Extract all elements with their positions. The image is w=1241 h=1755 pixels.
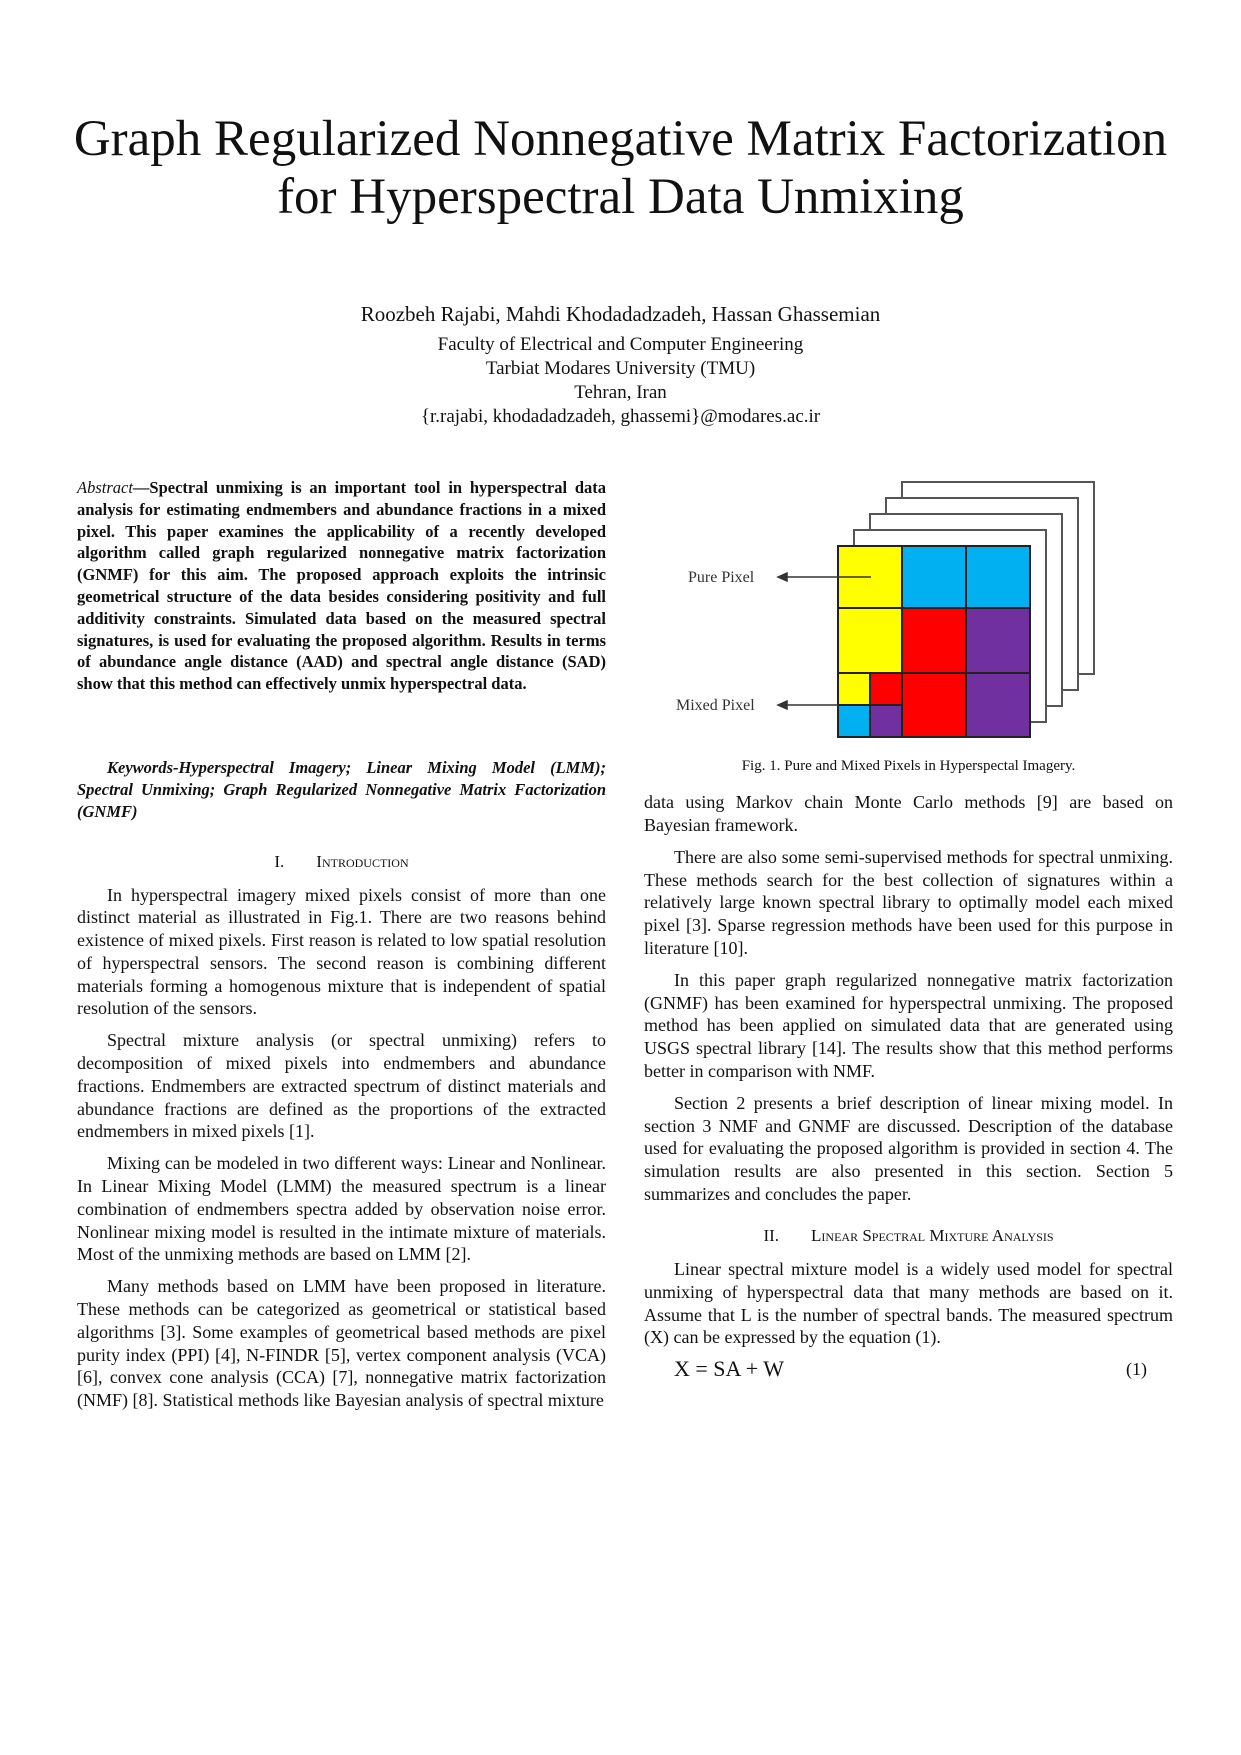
equation: X = SA + W xyxy=(674,1356,784,1382)
subpixel-purple xyxy=(870,705,902,737)
section-title: Introduction xyxy=(316,852,409,871)
affiliation-city: Tehran, Iran xyxy=(574,382,667,403)
pixel-blue xyxy=(902,546,966,608)
subpixel-yellow xyxy=(838,673,870,705)
pixel-purple xyxy=(966,608,1030,673)
authors: Roozbeh Rajabi, Mahdi Khodadadzadeh, Hassan Ghassemian xyxy=(360,302,881,326)
mixed-pixel-label: Mixed Pixel xyxy=(676,697,755,714)
pixel-blue xyxy=(966,546,1030,608)
arrow-head-icon xyxy=(778,573,787,581)
abstract-dash: — xyxy=(132,478,150,497)
paragraph: In this paper graph regularized nonnegative matrix factorization (GNMF) has been examined for hyperspectral unmixing. The proposed method has been applied on simulated data that are generated using USGS spectral library [14]. The results show that this method performs better in comparison with NMF. xyxy=(644,969,1173,1081)
pixel-red xyxy=(902,673,966,737)
section-introduction xyxy=(77,851,606,1421)
paragraph: Many methods based on LMM have been proposed in literature. These methods can be categorized as geometrical or statistical based algorithms [3]. Some examples of geometrical based methods are pixel purity index (PPI) [4], N-FINDR [5], vertex component analysis (VCA) [6], convex cone analysis (CCA) [7], nonnegative matrix factorization (NMF) [8]. Statistical methods like Bayesian analysis of spectral mixture xyxy=(77,1276,606,1410)
title-line-1: Graph Regularized Nonnegative Matrix Factorization xyxy=(73,111,1168,167)
title-line-2: for Hyperspectral Data Unmixing xyxy=(277,169,964,225)
section-title: Linear Spectral Mixture Analysis xyxy=(811,1226,1054,1246)
equation-1 xyxy=(644,1358,1173,1381)
section-number: I. xyxy=(274,852,285,871)
section-heading xyxy=(644,1225,1173,1248)
abstract-label: Abstract xyxy=(77,478,133,497)
pixel-yellow xyxy=(838,608,902,673)
paragraph: There are also some semi-supervised methods for spectral unmixing. These methods search for the best collection of signatures within a relatively large known spectral library to optimally model each mixed pixel [3]. Sparse regression methods have been used for this purpose in literature [10]. xyxy=(644,846,1173,958)
paragraph: data using Markov chain Monte Carlo methods [9] are based on Bayesian framework. xyxy=(644,792,1173,835)
paragraph: Section 2 presents a brief description of linear mixing model. In section 3 NMF and GNMF are discussed. Description of the database used for evaluating the proposed algorithm is provided in section 4. The simulation results are also presented in this section. Section 5 summarizes and concludes the paper. xyxy=(644,1092,1173,1204)
arrow-head-icon xyxy=(778,701,787,709)
paragraph: In hyperspectral imagery mixed pixels consist of more than one distinct material as illustrated in Fig.1. There are two reasons behind existence of mixed pixels. First reason is related to low spatial resolution of hyperspectral sensors. The second reason is combining different materials forming a homogenous mixture that is independent of spatial resolution of the sensors. xyxy=(77,884,606,1019)
affiliation-faculty: Faculty of Electrical and Computer Engineering xyxy=(437,334,804,355)
section-number: II. xyxy=(763,1226,780,1246)
affiliation-emails: {r.rajabi, khodadadzadeh, ghassemi}@modares.ac.ir xyxy=(420,406,821,427)
paragraph: Spectral mixture analysis (or spectral unmixing) refers to decomposition of mixed pixels into endmembers and abundance fractions. Endmembers are extracted spectrum of distinct materials and abundance fractions are defined as the proportions of the extracted endmembers in mixed pixels [1]. xyxy=(77,1030,606,1142)
figure-caption: Fig. 1. Pure and Mixed Pixels in Hyperspectal Imagery. xyxy=(741,758,1076,774)
paragraph: Mixing can be modeled in two different ways: Linear and Nonlinear. In Linear Mixing Model (LMM) the measured spectrum is a linear combination of endmembers spectra added by observation noise error. Nonlinear mixing model is resulted in the intimate mixture of materials. Most of the unmixing methods are based on LMM [2]. xyxy=(77,1153,606,1265)
abstract-text: Spectral unmixing is an important tool in hyperspectral data analysis for estimating endmembers and abundance fractions in a mixed pixel. This paper examines the applicability of a recently developed algorithm called graph regularized nonnegative matrix factorization (GNMF) for this aim. The proposed approach exploits the intrinsic geometrical structure of the data besides considering positivity and full additivity constraints. Simulated data based on the measured spectral signatures, is used for evaluating the proposed algorithm. Results in terms of abundance angle distance (AAD) and spectral angle distance (SAD) show that this method can effectively unmix hyperspectral data. xyxy=(77,478,606,694)
figure-pure-mixed-pixels xyxy=(0,0,1241,800)
affiliation-university: Tarbiat Modares University (TMU) xyxy=(485,358,756,379)
pure-pixel-label: Pure Pixel xyxy=(688,569,755,586)
pixel-red xyxy=(902,608,966,673)
keywords: Keywords-Hyperspectral Imagery; Linear Mixing Model (LMM); Spectral Unmixing; Graph Regularized Nonnegative Matrix Factorization (GNMF) xyxy=(77,758,606,821)
pixel-purple xyxy=(966,673,1030,737)
paragraph: Linear spectral mixture model is a widely used model for spectral unmixing of hyperspectral data that many methods are based on it. Assume that L is the number of spectral bands. The measured spectrum (X) can be expressed by the equation (1). xyxy=(644,1259,1173,1348)
right-column-body xyxy=(644,791,1173,1381)
section-heading xyxy=(77,851,606,874)
subpixel-red xyxy=(870,673,902,705)
subpixel-blue xyxy=(838,705,870,737)
equation-number: (1) xyxy=(1126,1359,1147,1380)
